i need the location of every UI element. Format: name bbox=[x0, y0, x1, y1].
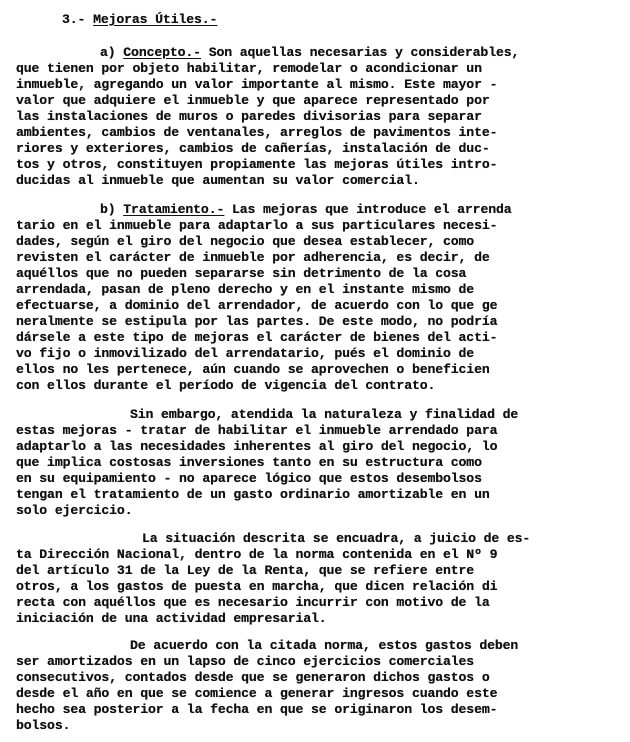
section-heading bbox=[62, 12, 217, 28]
concepto-line: inmueble, agregando un valor importante al mismo. Este mayor - bbox=[16, 77, 498, 92]
acuerdo-line: desde el año en que se comience a generar ingresos cuando este bbox=[16, 686, 498, 701]
situacion-line: La situación descrita se encuadra, a juicio de es- bbox=[142, 531, 531, 546]
concepto-first-line bbox=[100, 45, 519, 61]
tratamiento-first-line bbox=[100, 202, 512, 218]
tratamiento-line: dades, según el giro del negocio que desea establecer, como bbox=[16, 234, 475, 249]
tratamiento-prefix: b) bbox=[100, 202, 124, 217]
tratamiento-first-line-text: Las mejoras que introduce el arrenda bbox=[224, 202, 512, 217]
tratamiento-line: arrendada, pasan de pleno derecho y en el instante mismo de bbox=[16, 282, 475, 297]
section-title: Mejoras Útiles.- bbox=[93, 12, 218, 27]
concepto-line: que tienen por objeto habilitar, remodelar o acondicionar un bbox=[16, 61, 482, 76]
tratamiento-line: con ellos durante el período de vigencia del contrato. bbox=[16, 378, 436, 393]
tratamiento-line: vo fijo o inmovilizado del arrendatario, pués el dominio de bbox=[16, 346, 475, 361]
sin-embargo-line: adaptarlo a las necesidades inherentes al giro del negocio, lo bbox=[16, 439, 498, 454]
sin-embargo-line: que implica costosas inversiones tanto en su estructura como bbox=[16, 455, 482, 470]
tratamiento-line: aquéllos que no pueden separarse sin detrimento de la cosa bbox=[16, 266, 467, 281]
situacion-line: recta con aquéllos que es necesario incurrir con motivo de la bbox=[16, 595, 490, 610]
acuerdo-line: De acuerdo con la citada norma, estos gastos deben bbox=[130, 638, 519, 653]
concepto-line: tos y otros, constituyen propiamente las mejoras útiles intro- bbox=[16, 157, 498, 172]
concepto-line: riores y exteriores, cambios de cañerías, instalación de duc- bbox=[16, 141, 490, 156]
acuerdo-line: ser amortizados en un lapso de cinco ejercicios comerciales bbox=[16, 654, 475, 669]
tratamiento-line: tario en el inmueble para adaptarlo a sus particulares necesi- bbox=[16, 218, 498, 233]
concepto-first-line-text: Son aquellas necesarias y considerables, bbox=[200, 45, 520, 60]
acuerdo-line: bolsos. bbox=[16, 718, 71, 733]
acuerdo-line: hecho sea posterior a la fecha en que se originaron los desem- bbox=[16, 702, 498, 717]
tratamiento-line: efectuarse, a dominio del arrendador, de acuerdo con lo que ge bbox=[16, 298, 498, 313]
concepto-line: ducidas al inmueble que aumentan su valor comercial. bbox=[16, 173, 420, 188]
situacion-line: iniciación de una actividad empresarial. bbox=[16, 611, 327, 626]
sin-embargo-line: solo ejercicio. bbox=[16, 503, 133, 518]
tratamiento-line: dársele a este tipo de mejoras el carácter de bienes del acti- bbox=[16, 330, 498, 345]
concepto-label: Concepto.- bbox=[123, 45, 201, 60]
concepto-line: las instalaciones de muros o paredes divisorias para separar bbox=[16, 109, 482, 124]
tratamiento-line: ellos no les pertenece, aún cuando se aprovechen o beneficien bbox=[16, 362, 490, 377]
tratamiento-line: revisten el carácter de inmueble por adherencia, es decir, de bbox=[16, 250, 490, 265]
tratamiento-line: neralmente se estipula por las partes. De este modo, no podría bbox=[16, 314, 498, 329]
concepto-line: ambientes, cambios de ventanales, arreglos de pavimentos inte- bbox=[16, 125, 498, 140]
concepto-prefix: a) bbox=[100, 45, 124, 60]
situacion-line: del artículo 31 de la Ley de la Renta, que se refiere entre bbox=[16, 563, 475, 578]
situacion-line: otros, a los gastos de puesta en marcha, que dicen relación di bbox=[16, 579, 498, 594]
sin-embargo-line: Sin embargo, atendida la naturaleza y finalidad de bbox=[130, 407, 519, 422]
section-number: 3.- bbox=[62, 12, 94, 27]
concepto-line: valor que adquiere el inmueble y que aparece representado por bbox=[16, 93, 490, 108]
sin-embargo-line: tengan el tratamiento de un gasto ordinario amortizable en un bbox=[16, 487, 490, 502]
sin-embargo-line: estas mejoras - tratar de habilitar el inmueble arrendado para bbox=[16, 423, 498, 438]
situacion-line: ta Dirección Nacional, dentro de la norma contenida en el Nº 9 bbox=[16, 547, 498, 562]
acuerdo-line: consecutivos, contados desde que se generaron dichos gastos o bbox=[16, 670, 490, 685]
sin-embargo-line: en su equipamiento - no aparece lógico que estos desembolsos bbox=[16, 471, 482, 486]
tratamiento-label: Tratamiento.- bbox=[123, 202, 225, 217]
